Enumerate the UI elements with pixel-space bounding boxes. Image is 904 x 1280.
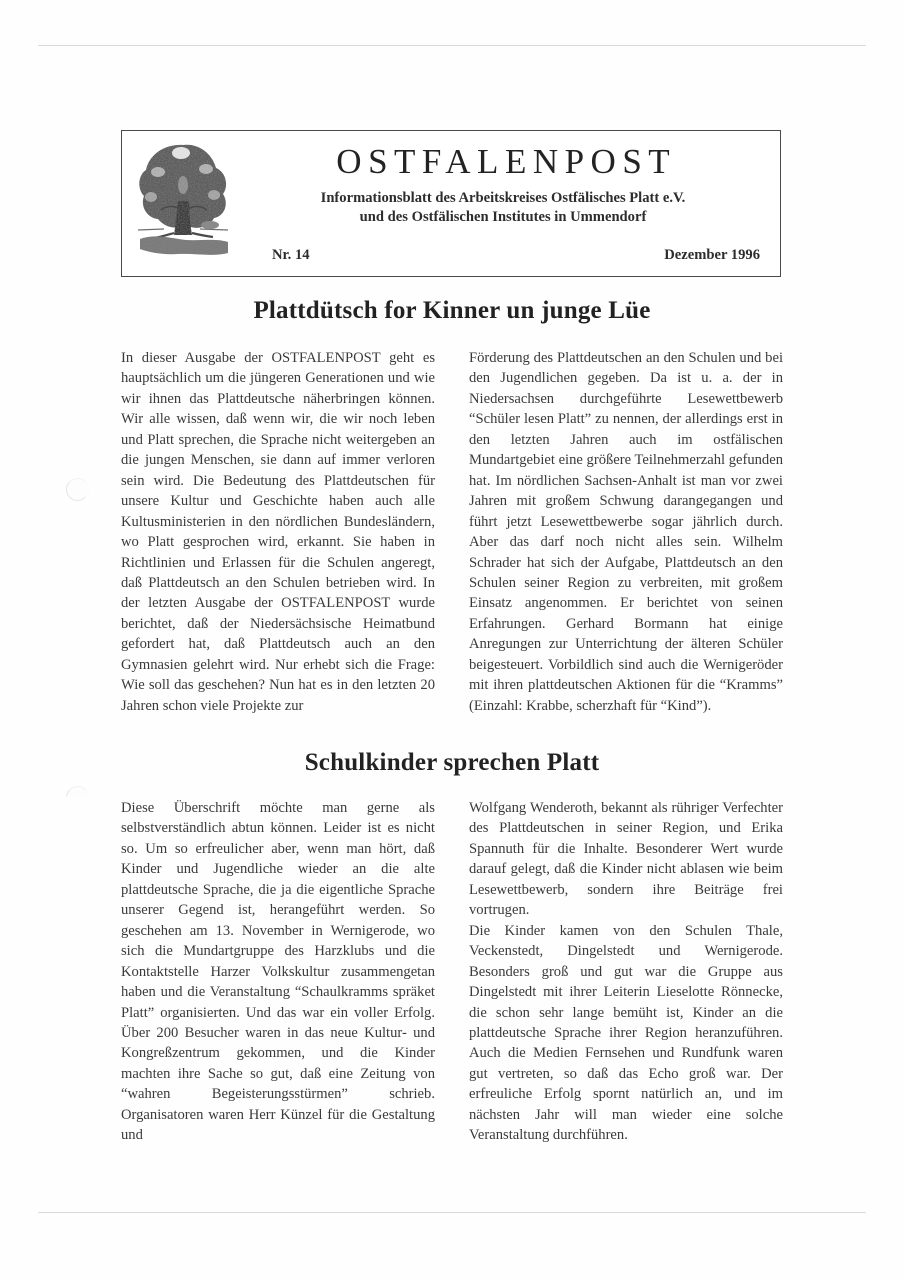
broadleaf-tree-engraving-icon (134, 139, 232, 265)
article-2-column-left (121, 798, 435, 1146)
paper-subtitle-line-1: Informationsblatt des Arbeitskreises Ostfälisches Platt e.V. (320, 189, 686, 206)
article-plattduetsch-for-kinner (121, 296, 783, 716)
article-1-columns (121, 348, 783, 716)
article-1-column-right (469, 348, 783, 716)
page-bottom-scan-rule (38, 1212, 866, 1213)
paper-subtitle (244, 189, 762, 228)
article-2-columns (121, 798, 783, 1146)
issue-number: Nr. 14 (272, 247, 310, 263)
masthead (121, 130, 781, 277)
article-2-headline: Schulkinder sprechen Platt (304, 749, 600, 776)
paper-subtitle-line-2: und des Ostfälischen Institutes in Ummendorf (359, 208, 647, 225)
article-2-column-right (469, 798, 783, 1146)
article-2-paragraph-right-2: Die Kinder kamen von den Schulen Thale, Veckenstedt, Dingelstedt und Wernigerode. Besonders groß und gut war die Gruppe aus Dingelstedt mit ihrer Leiterin Lieselotte Rönnecke, die schon sehr lange bemüht ist, Kinder an die plattdeutsche Sprache ihrer Region heranzuführen. Auch die Medien Fernsehen und Rundfunk waren gut vertreten, so daß das Echo groß war. Der erfreuliche Erfolg spornt natürlich an, und im nächsten Jahr will man wieder eine solche Veranstaltung durchführen. (469, 922, 783, 1144)
article-1-paragraph-left: In dieser Ausgabe der OSTFALENPOST geht es hauptsächlich um die jüngeren Generationen und wie wir ihnen das Plattdeutsche näherbringen können. Wir alle wissen, daß wenn wir, die wir noch leben und Platt sprechen, die Sprache nicht weitergeben an die jungen Menschen, sie dann auf immer verloren sein wird. Die Bedeutung des Plattdeutschen für unsere Kultur und Geschichte haben auch alle Kultusministerien in den nördlichen Bundesländern, wo Platt gesprochen wird, erkannt. Sie haben in Richtlinien und Erlassen für die Schulen angeregt, daß Plattdeutsch an den Schulen betrieben wird. In der letzten Ausgabe der OSTFALENPOST wurde berichtet, daß der Niedersächsische Heimatbund gefordert hat, daß Plattdeutsch auch an den Gymnasien gelehrt wird. Nur erhebt sich die Frage: Wie soll das geschehen? Nun hat es in den letzten 20 Jahren schon viele Projekte zur (121, 350, 435, 714)
hole-punch-mark-lower (66, 786, 89, 809)
paper-title: OSTFALENPOST (336, 142, 677, 181)
masthead-text-block (244, 131, 780, 276)
page-top-scan-rule (38, 45, 866, 46)
issue-date: Dezember 1996 (664, 247, 760, 263)
article-1-headline: Plattdütsch for Kinner un junge Lüe (253, 297, 651, 324)
article-1-column-left (121, 348, 435, 716)
article-2-paragraph-right-1: Wolfgang Wenderoth, bekannt als rühriger Verfechter des Plattdeutschen in seiner Region, und Erika Spannuth für die Inhalte. Besonderer Wert wurde darauf gelegt, daß die Kinder nicht ablasen wie beim Lesewettbewerb, sondern ihre Beiträge frei vortrugen. (469, 800, 783, 919)
hole-punch-mark-upper (66, 478, 89, 501)
article-1-paragraph-right: Förderung des Plattdeutschen an den Schulen und bei den Jugendlichen gegeben. Da ist u. a. der in Niedersachsen durchgeführte Lesewettbewerb “Schüler lesen Platt” zu nennen, der allerdings erst in den letzten Jahren auch im ostfälischen Mundartgebiet eine größere Teilnehmerzahl gefunden hat. Im nördlichen Sachsen-Anhalt ist man vor zwei Jahren mit großem Schwung darangegangen und führt jetzt Lesewettbewerbe sogar jährlich durch. Aber das darf noch nicht alles sein. Wilhelm Schrader hat sich der Aufgabe, Plattdeutsch an den Schulen seiner Region zu verbreiten, mit großem Einsatz angenommen. Er berichtet von seinen Erfahrungen. Gerhard Bormann hat einige Anregungen zur Unterrichtung der älteren Schüler beigesteuert. Vorbildlich sind auch die Wernigeröder mit ihren plattdeutschen Aktionen für die “Kramms” (Einzahl: Krabbe, scherzhaft für “Kind”). (469, 350, 783, 714)
article-schulkinder-sprechen-platt (121, 748, 783, 1146)
issue-line (244, 247, 762, 272)
article-2-paragraph-left: Diese Überschrift möchte man gerne als selbstverständlich abtun können. Leider ist es nicht so. Um so erfreulicher aber, wenn man hört, daß Kinder und Jugendliche wieder an die alte plattdeutsche Sprache, die ja die eigentliche Sprache unserer Gegend ist, herangeführt werden. So geschehen am 13. November in Wernigerode, wo sich die Mundartgruppe des Harzklubs und die Kontaktstelle Harzer Volkskultur zusammengetan haben und die Veranstaltung “Schaulkramms spräket Platt” organisierten. Und das war ein voller Erfolg. Über 200 Besucher waren in das neue Kultur- und Kongreßzentrum gekommen, und die Kinder machten ihre Sache so gut, daß eine Zeitung von “wahren Begeisterungsstürmen” schrieb. Organisatoren waren Herr Künzel für die Gestaltung und (121, 800, 435, 1144)
masthead-logo (122, 131, 244, 276)
